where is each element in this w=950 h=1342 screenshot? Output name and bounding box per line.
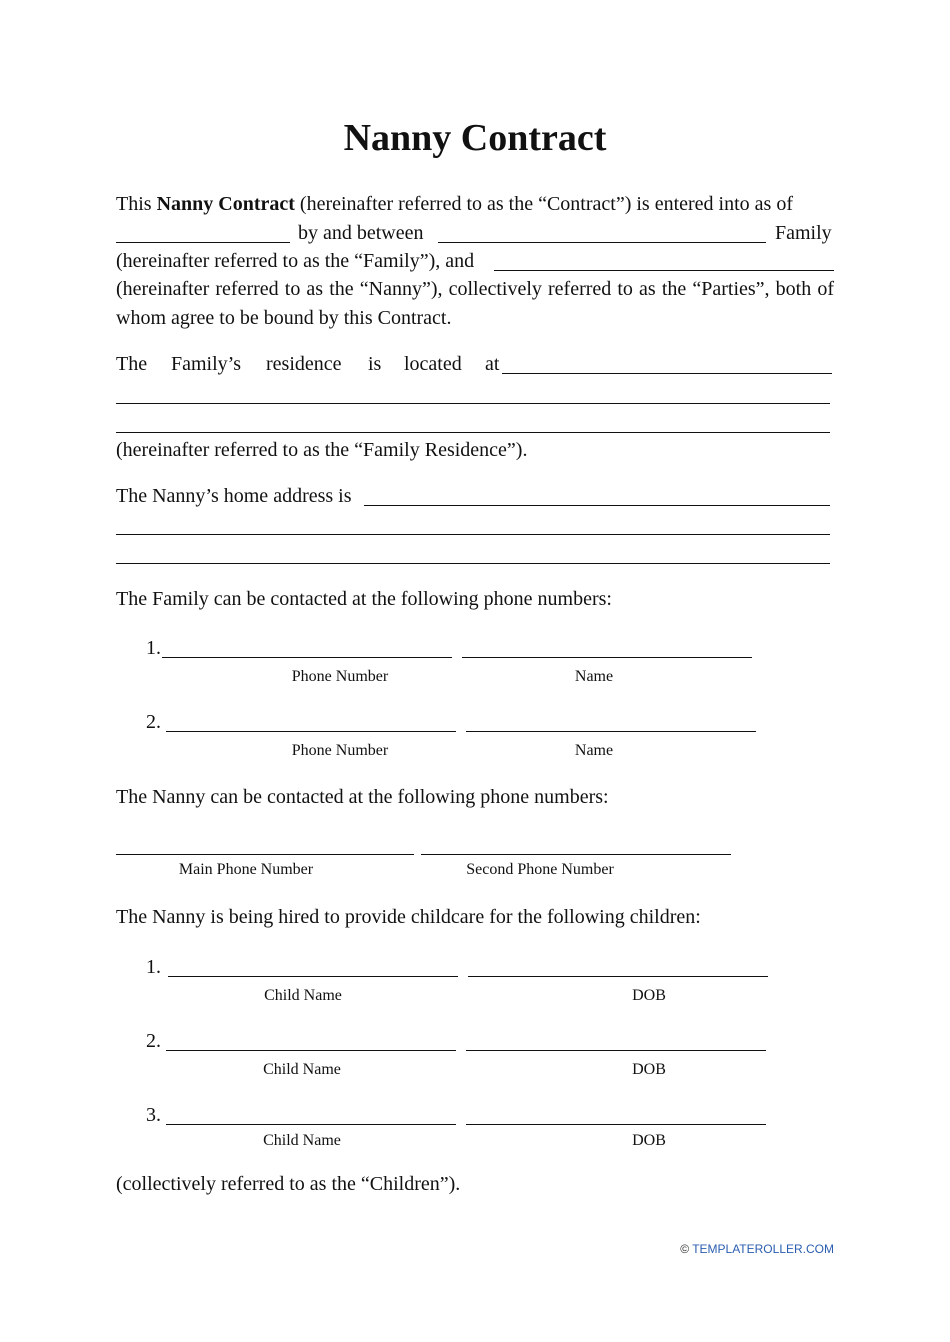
intro-family: Family: [775, 222, 832, 244]
family-name-blank[interactable]: [438, 242, 766, 243]
intro-by-and-between: by and between: [298, 222, 424, 244]
date-blank[interactable]: [116, 242, 290, 243]
nanny-address-blank-3[interactable]: [116, 563, 830, 564]
intro-contract-name: Nanny Contract: [156, 193, 295, 215]
family-phone-2-blank[interactable]: [166, 731, 456, 732]
child-1-caption-name: Child Name: [264, 987, 342, 1004]
family-phone-2-caption-phone: Phone Number: [291, 742, 389, 759]
child-1-name-blank[interactable]: [168, 976, 458, 977]
nanny-address-blank-1[interactable]: [364, 505, 830, 506]
family-phone-2-name-blank[interactable]: [466, 731, 756, 732]
nanny-address-blank-2[interactable]: [116, 534, 830, 535]
residence-closing: (hereinafter referred to as the “Family Residence”).: [116, 439, 528, 461]
children-closing: (collectively referred to as the “Children”).: [116, 1173, 461, 1195]
child-3-caption-name: Child Name: [263, 1132, 341, 1149]
intro-nanny-ref: (hereinafter referred to as the “Nanny”), collectively referred to as the “Parties”, both of whom agree to be bound by this Contract.: [116, 278, 834, 329]
residence-w6: at: [485, 353, 500, 375]
child-2-name-blank[interactable]: [166, 1050, 456, 1051]
footer-credit: [680, 1241, 834, 1257]
nanny-address-label: The Nanny’s home address is: [116, 485, 352, 507]
residence-blank-3[interactable]: [116, 432, 830, 433]
family-phone-1-blank[interactable]: [162, 657, 452, 658]
nanny-main-phone-blank[interactable]: [116, 854, 414, 855]
family-phone-1-caption-phone: Phone Number: [291, 668, 389, 685]
residence-blank-1[interactable]: [502, 373, 832, 374]
child-3-number: 3.: [146, 1104, 161, 1126]
intro-line-1: [116, 192, 834, 216]
residence-w2: Family’s: [171, 353, 242, 375]
residence-w3: residence: [266, 353, 342, 375]
child-1-dob-blank[interactable]: [468, 976, 768, 977]
family-phone-2-number: 2.: [146, 711, 161, 733]
document-title: Nanny Contract: [343, 117, 607, 159]
residence-w1: The: [116, 353, 148, 375]
child-3-dob-blank[interactable]: [466, 1124, 766, 1125]
nanny-phones-intro: The Nanny can be contacted at the following phone numbers:: [116, 786, 609, 808]
intro-family-ref: (hereinafter referred to as the “Family”), and: [116, 250, 475, 272]
copyright-symbol: ©: [680, 1242, 690, 1256]
child-2-dob-blank[interactable]: [466, 1050, 766, 1051]
residence-w4: is: [368, 353, 382, 375]
family-phone-1-caption-name: Name: [574, 668, 614, 685]
nanny-second-phone-caption: Second Phone Number: [466, 861, 614, 878]
family-phones-intro: The Family can be contacted at the following phone numbers:: [116, 588, 612, 610]
intro-this: This: [116, 193, 152, 215]
nanny-second-phone-blank[interactable]: [421, 854, 731, 855]
family-phone-1-name-blank[interactable]: [462, 657, 752, 658]
family-phone-1-number: 1.: [146, 637, 161, 659]
nanny-name-blank[interactable]: [494, 270, 834, 271]
child-1-number: 1.: [146, 956, 161, 978]
child-2-number: 2.: [146, 1030, 161, 1052]
family-phone-2-caption-name: Name: [574, 742, 614, 759]
child-2-caption-name: Child Name: [263, 1061, 341, 1078]
child-1-caption-dob: DOB: [632, 987, 666, 1004]
child-3-name-blank[interactable]: [166, 1124, 456, 1125]
residence-blank-2[interactable]: [116, 403, 830, 404]
intro-line1-rest: (hereinafter referred to as the “Contract”) is entered into as of: [299, 193, 793, 215]
nanny-main-phone-caption: Main Phone Number: [178, 861, 314, 878]
child-2-caption-dob: DOB: [632, 1061, 666, 1078]
children-intro: The Nanny is being hired to provide childcare for the following children:: [116, 906, 701, 928]
child-3-caption-dob: DOB: [632, 1132, 666, 1149]
footer-site-link[interactable]: TEMPLATEROLLER.COM: [692, 1242, 834, 1256]
residence-w5: located: [404, 353, 462, 375]
